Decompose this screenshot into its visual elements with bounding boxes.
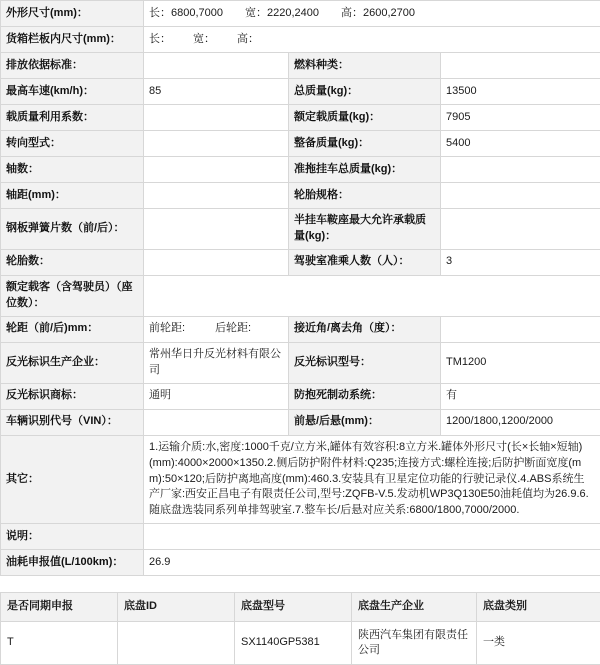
cell-chassis-manufacturer: 陕西汽车集团有限责任公司 — [352, 621, 477, 665]
table-row — [1, 550, 600, 576]
rear-track-label: 后轮距: — [215, 321, 251, 337]
header-chassis-manufacturer: 底盘生产企业 — [352, 593, 477, 621]
table-row — [1, 1, 600, 27]
chassis-table — [0, 592, 600, 665]
load-coefficient-label: 载质量利用系数： — [1, 105, 144, 131]
table-row — [1, 131, 600, 157]
note-label: 说明： — [1, 524, 144, 550]
vin-label: 车辆识别代号（VIN）： — [1, 409, 144, 435]
curb-mass-label: 整备质量(kg)： — [289, 131, 441, 157]
vin-value — [144, 409, 289, 435]
max-speed-value: 85 — [144, 79, 289, 105]
cabin-occupants-label: 驾驶室准乘人数（人）： — [289, 249, 441, 275]
cargo-height-label: 高： — [237, 32, 259, 48]
reflector-brand-label: 反光标识商标： — [1, 383, 144, 409]
table-row — [1, 183, 600, 209]
gross-mass-value: 13500 — [441, 79, 600, 105]
track-label: 轮距（前/后)mm： — [1, 316, 144, 342]
cargo-box-value-cell — [144, 27, 600, 53]
track-value-cell — [144, 316, 289, 342]
front-track-label: 前轮距: — [149, 321, 185, 337]
overhang-value: 1200/1800,1200/2000 — [441, 409, 600, 435]
axle-count-value — [144, 157, 289, 183]
overhang-label: 前悬/后悬(mm)： — [289, 409, 441, 435]
header-chassis-model: 底盘型号 — [235, 593, 352, 621]
emission-standard-label: 排放依据标准： — [1, 53, 144, 79]
wheelbase-value — [144, 183, 289, 209]
tyre-count-label: 轮胎数： — [1, 249, 144, 275]
wheelbase-label: 轴距(mm)： — [1, 183, 144, 209]
cell-chassis-model: SX1140GP5381 — [235, 621, 352, 665]
dimension-width-value: 2220,2400 — [267, 7, 319, 19]
reflector-brand-value: 通明 — [144, 383, 289, 409]
other-value: 1.运输介质:水,密度:1000千克/立方米,罐体有效容积:8立方米.罐体外形尺寸(长×长轴×短轴)(mm):4000×2000×1350.2.侧后防护附件材料:Q235;连接方式:螺栓连接;后防护断面宽度(mm):50×120;后防护离地高度(mm):460.3.安装具有卫星定位功能的行驶记录仪.4.ABS系统生产厂家:西安正昌电子有限责任公司,型号:ZQFB-V.5.发动机WP3Q130E50油耗值均为26.9.6.随底盘选装同系列单排驾驶室.7.整车长/后悬对应关系:6800/1800,7000/2000. — [144, 435, 600, 524]
table-row — [1, 621, 600, 665]
leaf-spring-label: 钢板弹簧片数（前/后）： — [1, 209, 144, 250]
emission-standard-value — [144, 53, 289, 79]
trailer-gross-mass-value — [441, 157, 600, 183]
cell-same-period: T — [1, 621, 118, 665]
tyre-spec-label: 轮胎规格： — [289, 183, 441, 209]
cargo-width-label: 宽： — [193, 32, 215, 48]
cell-chassis-id — [118, 621, 235, 665]
dimension-label: 外形尺寸(mm)： — [1, 1, 144, 27]
table-row — [1, 316, 600, 342]
dimension-length-value: 6800,7000 — [171, 7, 223, 19]
table-row — [1, 275, 600, 316]
trailer-gross-mass-label: 准拖挂车总质量(kg)： — [289, 157, 441, 183]
load-coefficient-value — [144, 105, 289, 131]
header-chassis-category: 底盘类别 — [477, 593, 600, 621]
steering-type-label: 转向型式： — [1, 131, 144, 157]
table-row — [1, 27, 600, 53]
table-row — [1, 435, 600, 524]
passenger-capacity-value — [144, 275, 600, 316]
table-row — [1, 53, 600, 79]
cabin-occupants-value: 3 — [441, 249, 600, 275]
fuel-type-value — [441, 53, 600, 79]
dimension-height-value: 2600,2700 — [363, 7, 415, 19]
dimension-length-label: 长： — [149, 6, 171, 22]
section-divider — [0, 576, 600, 592]
header-chassis-id: 底盘ID — [118, 593, 235, 621]
leaf-spring-value — [144, 209, 289, 250]
chassis-header-row — [1, 593, 600, 621]
header-same-period: 是否同期申报 — [1, 593, 118, 621]
steering-type-value — [144, 131, 289, 157]
fuel-consumption-value: 26.9 — [144, 550, 600, 576]
approach-departure-angle-label: 接近角/离去角（度）： — [289, 316, 441, 342]
dimension-value-cell — [144, 1, 600, 27]
passenger-capacity-label: 额定载客（含驾驶员）（座位数）： — [1, 275, 144, 316]
cell-chassis-category: 一类 — [477, 621, 600, 665]
tyre-count-value — [144, 249, 289, 275]
note-value — [144, 524, 600, 550]
table-row — [1, 157, 600, 183]
reflector-manufacturer-value: 常州华日升反光材料有限公司 — [144, 342, 289, 383]
table-row — [1, 79, 600, 105]
table-row — [1, 105, 600, 131]
curb-mass-value: 5400 — [441, 131, 600, 157]
table-row — [1, 524, 600, 550]
gross-mass-label: 总质量(kg)： — [289, 79, 441, 105]
max-speed-label: 最高车速(km/h)： — [1, 79, 144, 105]
abs-value: 有 — [441, 383, 600, 409]
reflector-model-label: 反光标识型号： — [289, 342, 441, 383]
other-label: 其它： — [1, 435, 144, 524]
cargo-box-label: 货箱栏板内尺寸(mm)： — [1, 27, 144, 53]
table-row — [1, 383, 600, 409]
cargo-length-label: 长： — [149, 32, 171, 48]
rated-load-value: 7905 — [441, 105, 600, 131]
saddle-load-value — [441, 209, 600, 250]
abs-label: 防抱死制动系统： — [289, 383, 441, 409]
dimension-height-label: 高： — [341, 6, 363, 22]
table-row — [1, 209, 600, 250]
fuel-consumption-label: 油耗申报值(L/100km)： — [1, 550, 144, 576]
fuel-type-label: 燃料种类： — [289, 53, 441, 79]
saddle-load-label: 半挂车鞍座最大允许承载质量(kg)： — [289, 209, 441, 250]
tyre-spec-value — [441, 183, 600, 209]
table-row — [1, 342, 600, 383]
approach-departure-angle-value — [441, 316, 600, 342]
table-row — [1, 249, 600, 275]
rated-load-label: 额定载质量(kg)： — [289, 105, 441, 131]
dimension-width-label: 宽： — [245, 6, 267, 22]
axle-count-label: 轴数： — [1, 157, 144, 183]
reflector-model-value: TM1200 — [441, 342, 600, 383]
table-row — [1, 409, 600, 435]
reflector-manufacturer-label: 反光标识生产企业： — [1, 342, 144, 383]
